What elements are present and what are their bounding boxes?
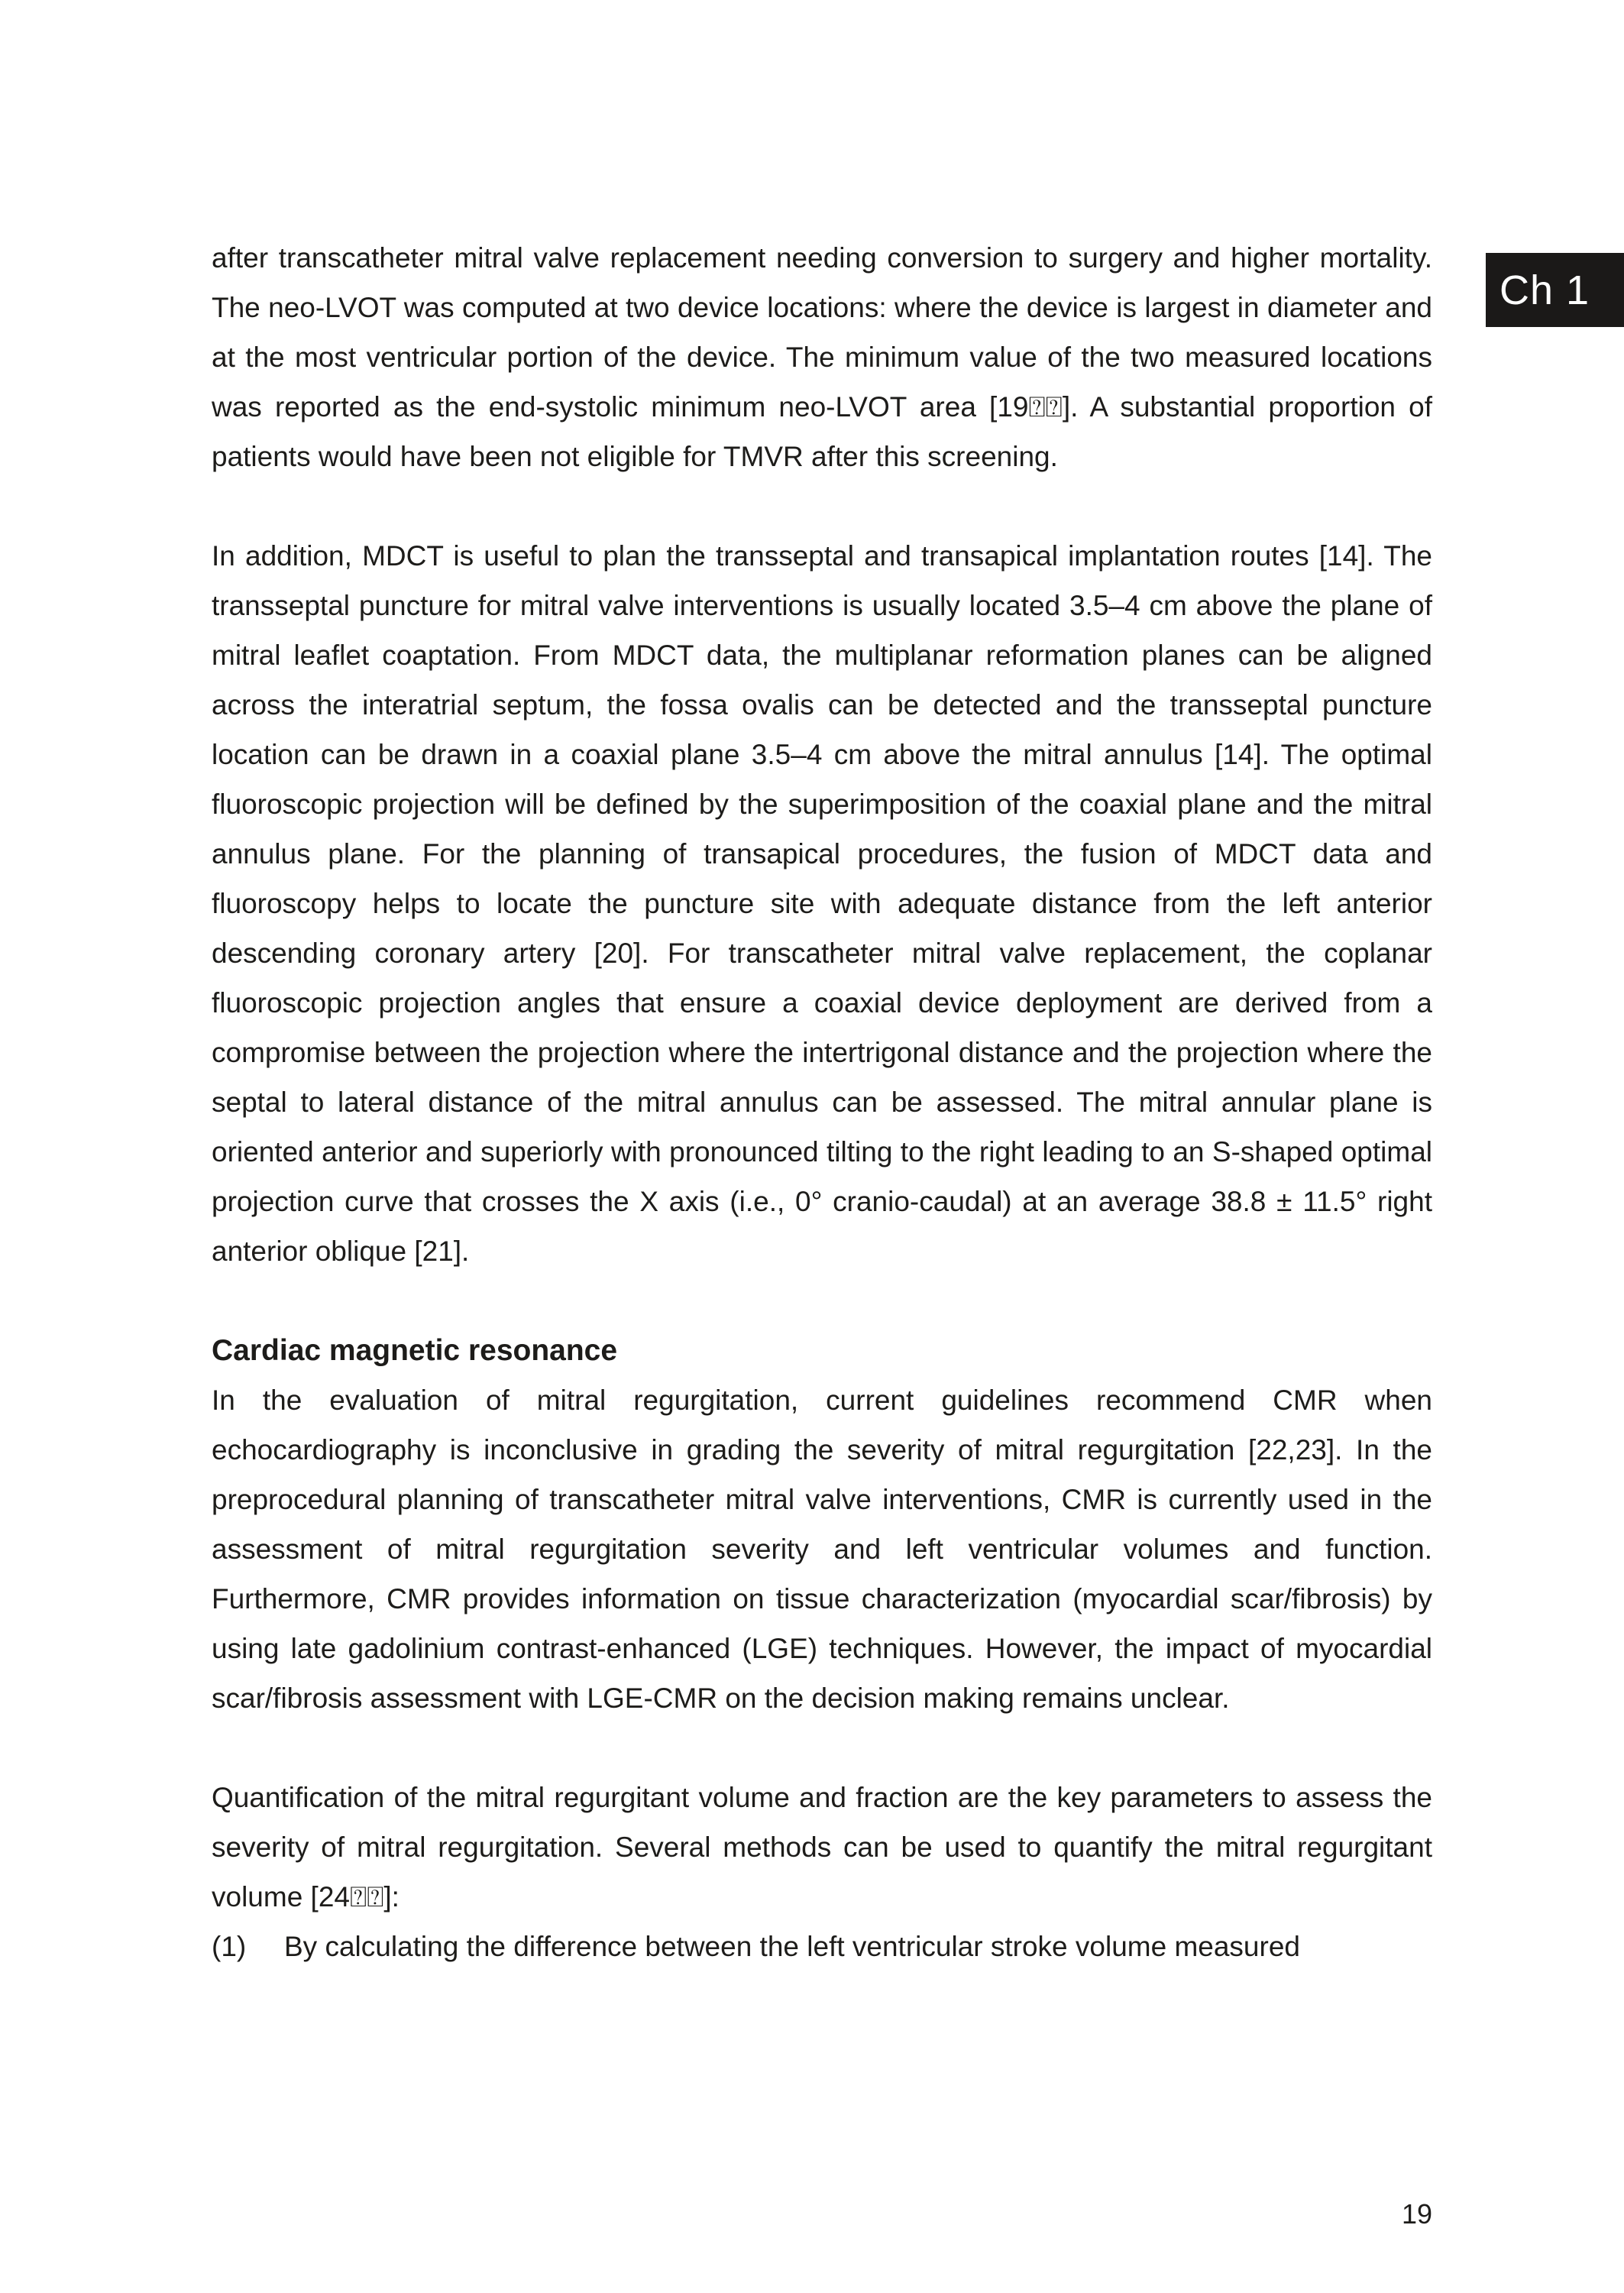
page-content (212, 233, 1432, 1971)
body-paragraph-3: In the evaluation of mitral regurgitation, current guidelines recommend CMR when echocardiography is inconclusive in grading the severity of mitral regurgitation [22,23]. In the preprocedural planning of transcatheter mitral valve interventions, CMR is currently used in the assessment of mitral regurgitation severity and left ventricular volumes and function. Furthermore, CMR provides information on tissue characterization (myocardial scar/fibrosis) by using late gadolinium contrast-enhanced (LGE) techniques. However, the impact of myocardial scar/fibrosis assessment with LGE-CMR on the decision making remains unclear. (212, 1385, 1432, 1714)
list-item-marker: (1) (212, 1931, 247, 1962)
chapter-tab: Ch 1 (1486, 253, 1624, 327)
body-paragraph-2: In addition, MDCT is useful to plan the transseptal and transapical implantation routes [14]. The transseptal puncture for mitral valve interventions is usually located 3.5–4 cm above the plane of mitral leaflet coaptation. From MDCT data, the multiplanar reformation planes can be aligned across the interatrial septum, the fossa ovalis can be detected and the transseptal puncture location can be drawn in a coaxial plane 3.5–4 cm above the mitral annulus [14]. The optimal fluoroscopic projection will be defined by the superimposition of the coaxial plane and the mitral annulus plane. For the planning of transapical procedures, the fusion of MDCT data and fluoroscopy helps to locate the puncture site with adequate distance from the left anterior descending coronary artery [20]. For transcatheter mitral valve replacement, the coplanar fluoroscopic projection angles that ensure a coaxial device deployment are derived from a compromise between the projection where the intertrigonal distance and the projection where the septal to lateral distance of the mitral annulus can be assessed. The mitral annular plane is oriented anterior and superiorly with pronounced tilting to the right leading to an S-shaped optimal projection curve that crosses the X axis (i.e., 0° cranio-caudal) at an average 38.8 ± 11.5° right anterior oblique [21]. (212, 540, 1432, 1267)
list-item-1 (212, 1922, 1432, 1971)
page-number: 19 (1401, 2198, 1432, 2230)
body-paragraph-4: Quantification of the mitral regurgitant volume and fraction are the key parameters to assess the severity of mitral regurgitation. Several methods can be used to quantify the mitral regurgitant volume [24⍰⍰]: (212, 1782, 1432, 1912)
list-item-text: By calculating the difference between the left ventricular stroke volume measured (284, 1931, 1300, 1962)
section-heading: Cardiac magnetic resonance (212, 1334, 618, 1367)
body-paragraph-1: after transcatheter mitral valve replacement needing conversion to surgery and higher mortality. The neo-LVOT was computed at two device locations: where the device is largest in diameter and at the most ventricular portion of the device. The minimum value of the two measured locations was reported as the end-systolic minimum neo-LVOT area [19⍰⍰]. A substantial proportion of patients would have been not eligible for TMVR after this screening. (212, 242, 1432, 472)
